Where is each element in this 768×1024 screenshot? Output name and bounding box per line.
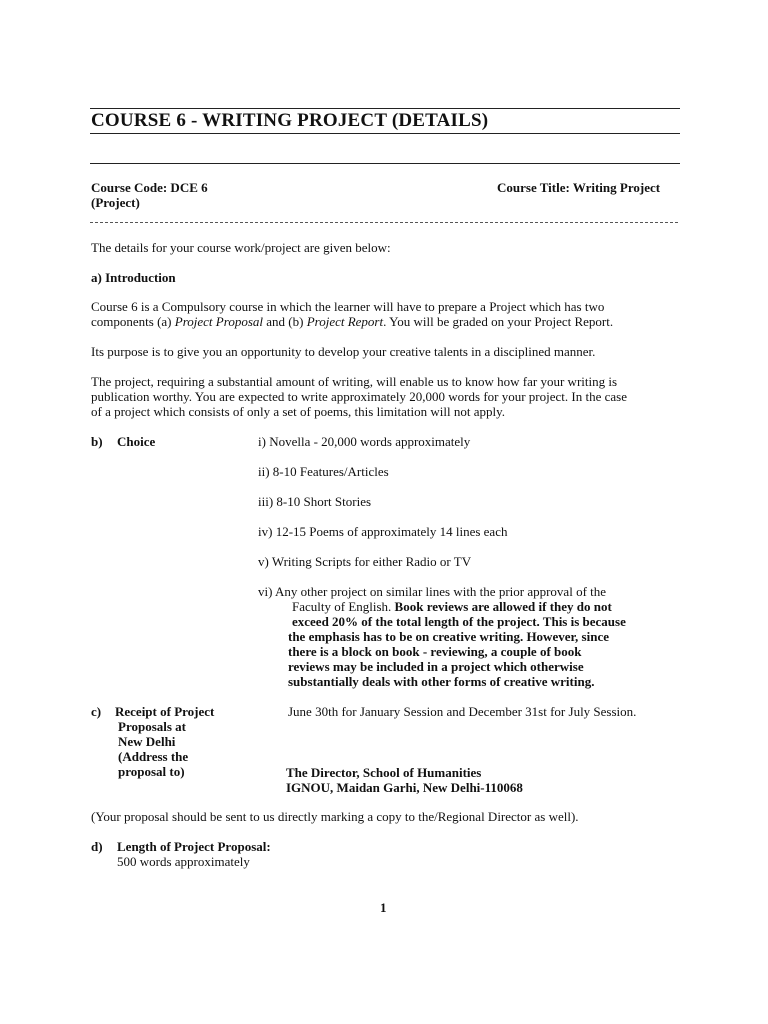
section-a-paragraph-3-line-3: of a project which consists of only a set of poems, this limitation will not apply. xyxy=(91,404,506,419)
section-a-paragraph-2: Its purpose is to give you an opportunity to develop your creative talents in a disciplined manner. xyxy=(91,344,596,359)
section-a-paragraph-3-line-2: publication worthy. You are expected to write approximately 20,000 words for your project. In the case xyxy=(91,389,627,404)
section-c-heading-line-3: New Delhi xyxy=(118,734,176,749)
choice-item-4: iv) 12-15 Poems of approximately 14 lines each xyxy=(258,524,508,539)
address-line-2: IGNOU, Maidan Garhi, New Delhi-110068 xyxy=(286,780,523,795)
choice-item-6-line-4: the emphasis has to be on creative writing. However, since xyxy=(288,629,610,644)
course-code: Course Code: DCE 6 xyxy=(91,180,208,195)
choice-item-6-line-6: reviews may be included in a project which otherwise xyxy=(288,659,584,674)
choice-item-6-line-3: exceed 20% of the total length of the project. This is because xyxy=(292,614,626,629)
text-span: and (b) xyxy=(263,314,307,329)
title-bottom-rule xyxy=(90,133,680,134)
proposal-note: (Your proposal should be sent to us directly marking a copy to the/Regional Director as well). xyxy=(91,809,579,824)
course-title: Course Title: Writing Project xyxy=(497,180,661,195)
choice-item-2: ii) 8-10 Features/Articles xyxy=(258,464,389,479)
project-proposal-term: Project Proposal xyxy=(174,314,263,329)
choice-item-6-line-7: substantially deals with other forms of creative writing. xyxy=(288,674,595,689)
section-b-heading: Choice xyxy=(117,434,156,449)
intro-line: The details for your course work/project are given below: xyxy=(91,240,391,255)
header-divider xyxy=(90,222,678,223)
choice-item-6-line-2 xyxy=(292,599,612,614)
section-d-label: d) xyxy=(91,839,103,854)
text-span: Book reviews are allowed if they do not xyxy=(394,599,612,614)
section-c-heading-line-2: Proposals at xyxy=(118,719,187,734)
header-top-rule xyxy=(90,163,680,164)
section-b-label: b) xyxy=(91,434,103,449)
page-title: COURSE 6 - WRITING PROJECT (DETAILS) xyxy=(91,110,489,131)
project-report-term: Project Report xyxy=(306,314,384,329)
section-d-heading: Length of Project Proposal: xyxy=(117,839,271,854)
choice-item-6-line-5: there is a block on book - reviewing, a couple of book xyxy=(288,644,582,659)
text-span: components (a) xyxy=(91,314,175,329)
section-a-paragraph-3-line-1: The project, requiring a substantial amount of writing, will enable us to know how far your writing is xyxy=(91,374,618,389)
section-c-label: c) xyxy=(91,704,102,719)
section-a-heading: a) Introduction xyxy=(91,270,176,285)
choice-item-6-line-1: vi) Any other project on similar lines with the prior approval of the xyxy=(258,584,607,599)
page-number: 1 xyxy=(380,900,387,915)
section-c-heading-line-1: Receipt of Project xyxy=(115,704,215,719)
submission-dates: June 30th for January Session and December 31st for July Session. xyxy=(288,704,637,719)
address-line-1: The Director, School of Humanities xyxy=(286,765,482,780)
section-d-value: 500 words approximately xyxy=(117,854,250,869)
text-span: Faculty of English. xyxy=(292,599,395,614)
section-c-heading-line-5: proposal to) xyxy=(118,764,185,779)
choice-item-3: iii) 8-10 Short Stories xyxy=(258,494,372,509)
section-a-paragraph-1-line-1: Course 6 is a Compulsory course in which the learner will have to prepare a Project which has two xyxy=(91,299,605,314)
section-c-heading-line-4: (Address the xyxy=(118,749,189,764)
choice-item-1: i) Novella - 20,000 words approximately xyxy=(258,434,471,449)
text-span: . You will be graded on your Project Report. xyxy=(383,314,614,329)
section-a-paragraph-1-line-2 xyxy=(91,314,613,329)
choice-item-5: v) Writing Scripts for either Radio or TV xyxy=(258,554,472,569)
title-top-rule xyxy=(90,108,680,109)
project-tag: (Project) xyxy=(91,195,140,210)
